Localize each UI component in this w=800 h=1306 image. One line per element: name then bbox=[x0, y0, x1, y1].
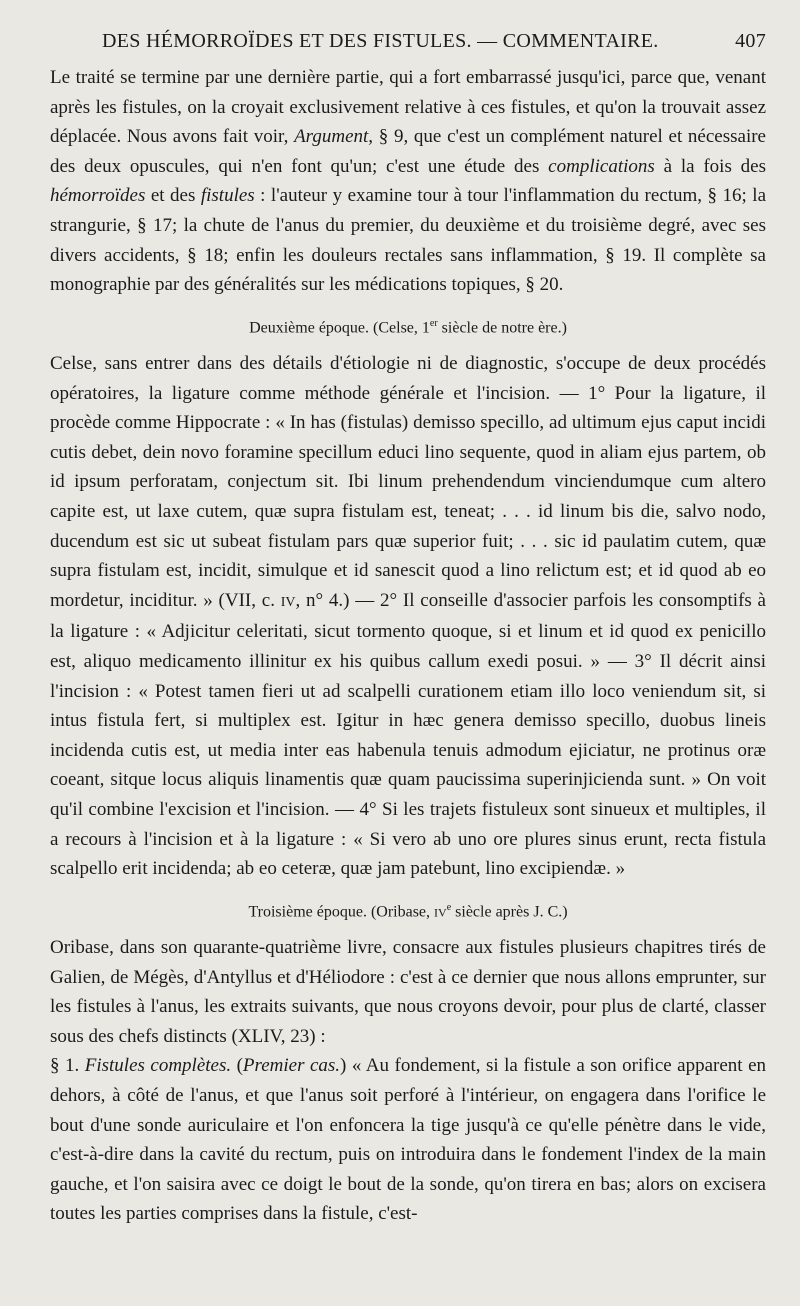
paragraph-fistules-completes bbox=[50, 1051, 766, 1229]
page-number: 407 bbox=[735, 30, 766, 52]
italic-complications: complications bbox=[548, 155, 655, 177]
paragraph-celse bbox=[50, 349, 766, 884]
text: à la fois des bbox=[654, 155, 766, 177]
italic-title: Fistules complètes. bbox=[84, 1055, 232, 1077]
running-title: DES HÉMORROÏDES ET DES FISTULES. — COMMENTAIRE. bbox=[102, 30, 659, 52]
text: § 1. bbox=[50, 1055, 85, 1077]
small-caps-numeral: IV bbox=[434, 905, 447, 920]
superscript: er bbox=[429, 317, 438, 329]
text: et des bbox=[145, 185, 201, 207]
section-heading-oribase bbox=[50, 902, 766, 921]
italic-argument: Argument, bbox=[294, 126, 374, 148]
text: ( bbox=[231, 1055, 243, 1077]
text: Deuxième époque. (Celse, 1 bbox=[249, 319, 430, 337]
section-heading-celse bbox=[50, 318, 766, 337]
running-header bbox=[50, 30, 766, 53]
text: , n° 4.) — 2° Il conseille d'associer parfois les consomptifs à la ligature : « Adjicitur celeritati, sicut tormento quoque, si et linum et id quod ex penicillo est, aliquo medicamento illinitur ex his quibus callum exedi posui. » — 3° Il décrit ainsi l'incision : « Potest tamen fieri ut ad scalpelli curationem etiam illo loco veniendum sit, si intus fistula fert, si multiplex est. Igitur in hæc genera demisso specillo, duobus lineis incidenda cutis est, ut media inter eas habenula tenuis admodum ejiciatur, ne protinus oræ coeant, sitque locus aliquis linamentis quæ quam paucissima superinjicienda sunt. » On voit qu'il combine l'excision et l'incision. — 4° Si les trajets fistuleux sont sinueux et multiples, il a recours à l'incision et à la ligature : « Si vero ab uno ore plures sinus erunt, recta fistula scalpello erit incidenda; ab eo ceteræ, quæ jam patebunt, lino excipiendæ. » bbox=[50, 589, 766, 880]
text: siècle de notre ère.) bbox=[437, 319, 567, 337]
text: Troisième époque. (Oribase, bbox=[248, 903, 435, 921]
paragraph-oribase: Oribase, dans son quarante-quatrième livre, consacre aux fistules plusieurs chapitres tirés de Galien, de Mégès, d'Antyllus et d'Héliodore : c'est à ce dernier que nous allons emprunter, sur les fistules à l'anus, les extraits suivants, que nous croyons devoir, pour plus de clarté, classer sous des chefs distincts (XLIV, 23) : bbox=[50, 937, 766, 1047]
superscript: e bbox=[446, 901, 452, 913]
text: : l'auteur y examine tour à tour l'inflammation du rectum, § 16; la strangurie, § 17; la chute de l'anus du premier, du deuxième et du troisième degré, avec ses divers accidents, § 18; enfin les douleurs rectales sans inflammation, § 19. Il complète sa monographie par des généralités sur les médications topiques, § 20. bbox=[50, 185, 766, 296]
text: § 9, que c'est un complément naturel et nécessaire des deux opuscules, qui n'en font qu'un; c'est une étude des bbox=[50, 126, 766, 177]
italic-hemorroides: hémorroïdes bbox=[50, 185, 146, 207]
paragraph-intro bbox=[50, 63, 766, 300]
text: ) « Au fondement, si la fistule a son orifice apparent en dehors, à côté de l'anus, et que l'anus soit perforé à l'intérieur, on engagera dans l'orifice le bout d'une sonde auriculaire et l'on enfoncera la tige jusqu'à ce qu'elle pénètre dans le vide, c'est-à-dire dans la cavité du rectum, puis on introduira dans le fondement l'index de la main gauche, et l'on saisira avec ce doigt le bout de la sonde, qu'on tirera en bas; alors on excisera toutes les parties comprises dans la fistule, c'est- bbox=[50, 1055, 767, 1225]
text: siècle après J. C.) bbox=[451, 903, 568, 921]
italic-fistules: fistules bbox=[200, 185, 255, 207]
small-caps-numeral: IV bbox=[280, 594, 296, 610]
text: Le traité se termine par une dernière partie, qui a fort embarrassé jusqu'ici, parce que, venant après les fistules, on la croyait exclusivement relative à ces fistules, et qu'on la trouvait assez déplacée. Nous avons fait voir, bbox=[50, 67, 766, 148]
text: Celse, sans entrer dans des détails d'étiologie ni de diagnostic, s'occupe de deux procédés opératoires, la ligature comme méthode générale et l'incision. — 1° Pour la ligature, il procède comme Hippocrate : « In has (fistulas) demisso specillo, ad ultimum ejus caput incidi cutis debet, dein novo foramine specillum educi lino sequente, quod in aliam ejus partem, ob id ipsum perforatam, conjectum sit. Ibi linum prehendendum vinciendumque cum altero capite est, ut laxe cutem, quæ supra fistulam est, teneat; . . . id linum bis die, salvo nodo, ducendum est sic ut subeat fistulam pars quæ superior fuit; . . . sic id paulatim cutem, quæ supra fistulam est, incidit, simulque et id sanescit quod a lino relictum est; et id quod ab eo mordetur, inciditur. » (VII, c. bbox=[50, 353, 766, 611]
italic-case: Premier cas. bbox=[242, 1055, 341, 1077]
